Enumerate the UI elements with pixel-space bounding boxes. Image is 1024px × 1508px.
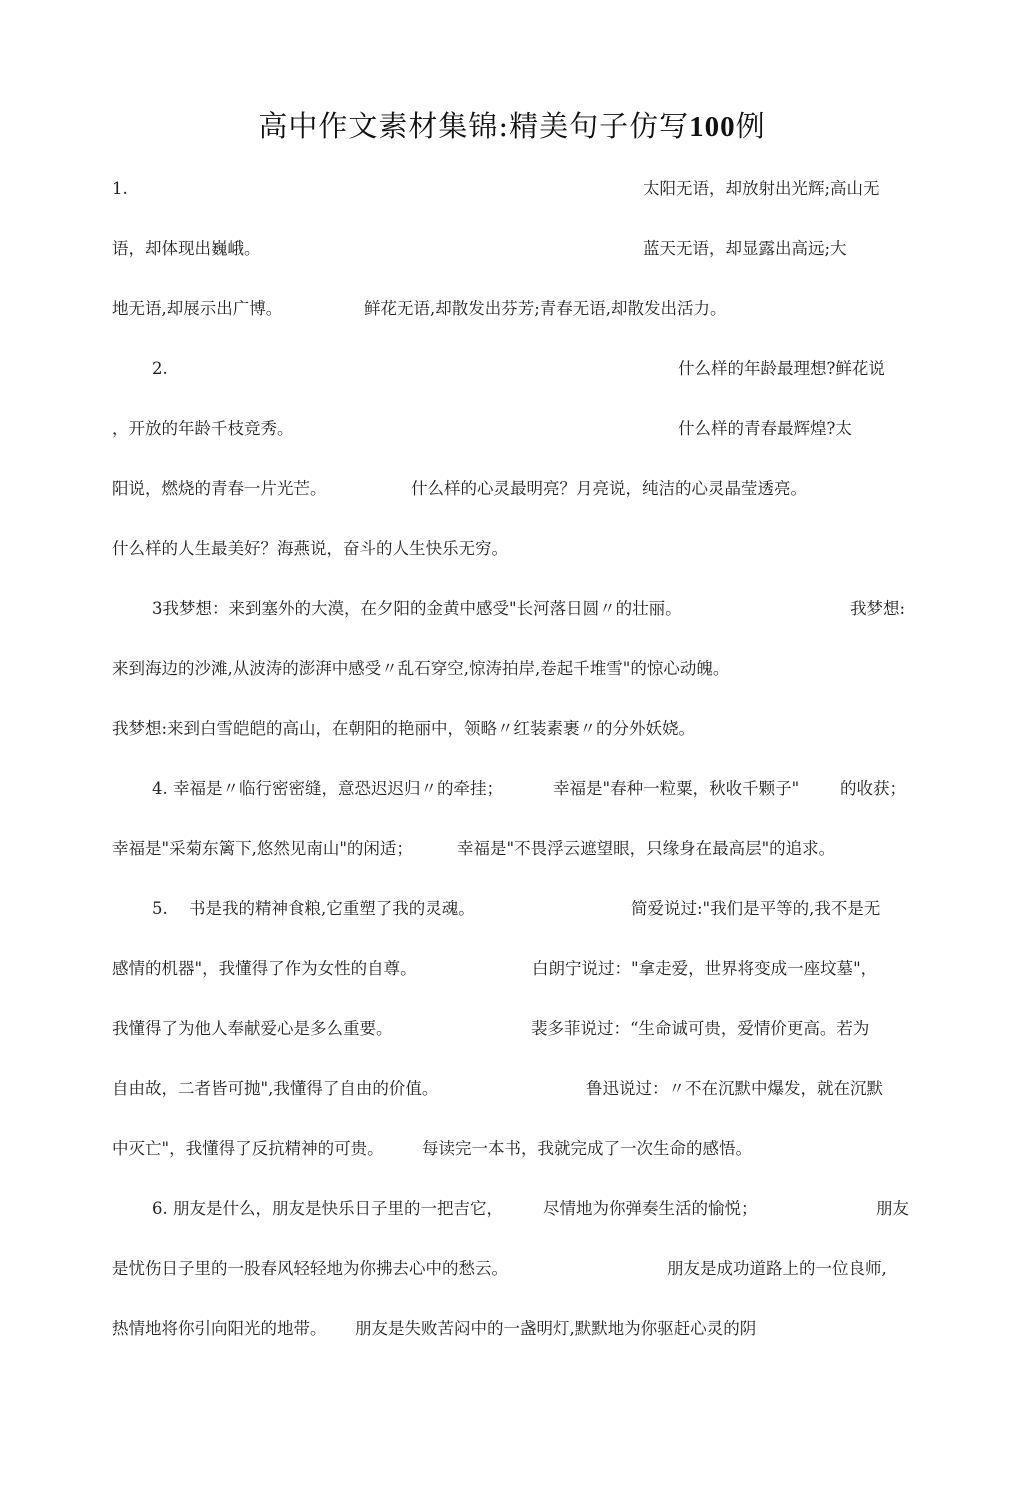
text-line: 蓝天无语，却显露出高远;大: [643, 239, 847, 258]
text-line: 热情地将你引向阳光的地带。: [112, 1319, 327, 1338]
text-line: 是忧伤日子里的一股春风轻轻地为你拂去心中的愁云。: [112, 1259, 508, 1278]
text-line: 4. 幸福是〃临行密密缝，意恐迟迟归〃的牵挂；: [152, 779, 503, 798]
text-line: 幸福是"春种一粒粟，秋收千颗子": [553, 779, 800, 798]
text-line: 感情的机器"，我懂得了作为女性的自尊。: [112, 959, 417, 978]
text-line: 我梦想:: [850, 599, 906, 618]
text-line: 我梦想:来到白雪皑皑的高山，在朝阳的艳丽中，领略〃红装素裹〃的分外妖娆。: [112, 719, 696, 738]
text-line: 书是我的精神食粮,它重塑了我的灵魂。: [189, 899, 475, 918]
paragraph-number-2: 2.: [152, 359, 168, 378]
text-line: 来到海边的沙滩,从波涛的澎湃中感受〃乱石穿空,惊涛拍岸,卷起千堆雪"的惊心动魄。: [112, 659, 730, 678]
title-main: 高中作文素材集锦:精美句子仿写: [258, 109, 690, 143]
text-line: ，开放的年龄千枝竞秀。: [112, 419, 294, 438]
text-line: 朋友是成功道路上的一位良师,: [667, 1259, 887, 1278]
text-line: 每读完一本书，我就完成了一次生命的感悟。: [422, 1139, 752, 1158]
text-line: 3我梦想：来到塞外的大漠，在夕阳的金黄中感受"长河落日圆〃的壮丽。: [152, 599, 682, 618]
text-line: 幸福是"采菊东篱下,悠然见南山"的闲适；: [112, 839, 413, 858]
title-number: 100: [689, 111, 736, 143]
text-line: 我懂得了为他人奉献爱心是多么重要。: [112, 1019, 393, 1038]
text-line: 什么样的年龄最理想?鲜花说: [678, 359, 885, 378]
text-line: 鲜花无语,却散发出芬芳;青春无语,却散发出活力。: [364, 299, 727, 318]
text-line: 语，却体现出巍峨。: [112, 239, 261, 258]
paragraph-number-1: 1.: [112, 179, 128, 198]
text-line: 白朗宁说过："拿走爱，世界将变成一座坟墓"，: [532, 959, 878, 978]
text-line: 鲁迅说过：〃不在沉默中爆发，就在沉默: [586, 1079, 883, 1098]
text-line: 自由故，二者皆可抛",我懂得了自由的价值。: [112, 1079, 439, 1098]
text-line: 什么样的心灵最明亮？月亮说，纯洁的心灵晶莹透亮。: [411, 479, 807, 498]
title-tail: 例: [735, 109, 766, 143]
text-line: 尽情地为你弹奏生活的愉悦；: [543, 1199, 758, 1218]
text-line: 朋友: [876, 1199, 909, 1218]
text-line: 裴多菲说过：“生命诚可贵，爱情价更高。若为: [531, 1019, 870, 1038]
text-line: 6. 朋友是什么，朋友是快乐日子里的一把吉它，: [152, 1199, 503, 1218]
text-line: 中灭亡"，我懂得了反抗精神的可贵。: [112, 1139, 384, 1158]
text-line: 地无语,却展示出广博。: [112, 299, 283, 318]
text-line: 什么样的青春最辉煌?太: [678, 419, 852, 438]
text-line: 简爱说过:"我们是平等的,我不是无: [631, 899, 881, 918]
text-line: 朋友是失败苦闷中的一盏明灯,默默地为你驱赶心灵的阴: [355, 1319, 757, 1338]
document-title: [0, 104, 1024, 145]
text-line: 的收获；: [840, 779, 906, 798]
text-line: 阳说，燃烧的青春一片光芒。: [112, 479, 327, 498]
text-line: 幸福是"不畏浮云遮望眼，只缘身在最高层"的追求。: [457, 839, 836, 858]
text-line: 太阳无语，却放射出光辉;高山无: [643, 179, 880, 198]
text-line: 什么样的人生最美好？海燕说，奋斗的人生快乐无穷。: [112, 539, 508, 558]
paragraph-number-5: 5.: [152, 899, 168, 918]
